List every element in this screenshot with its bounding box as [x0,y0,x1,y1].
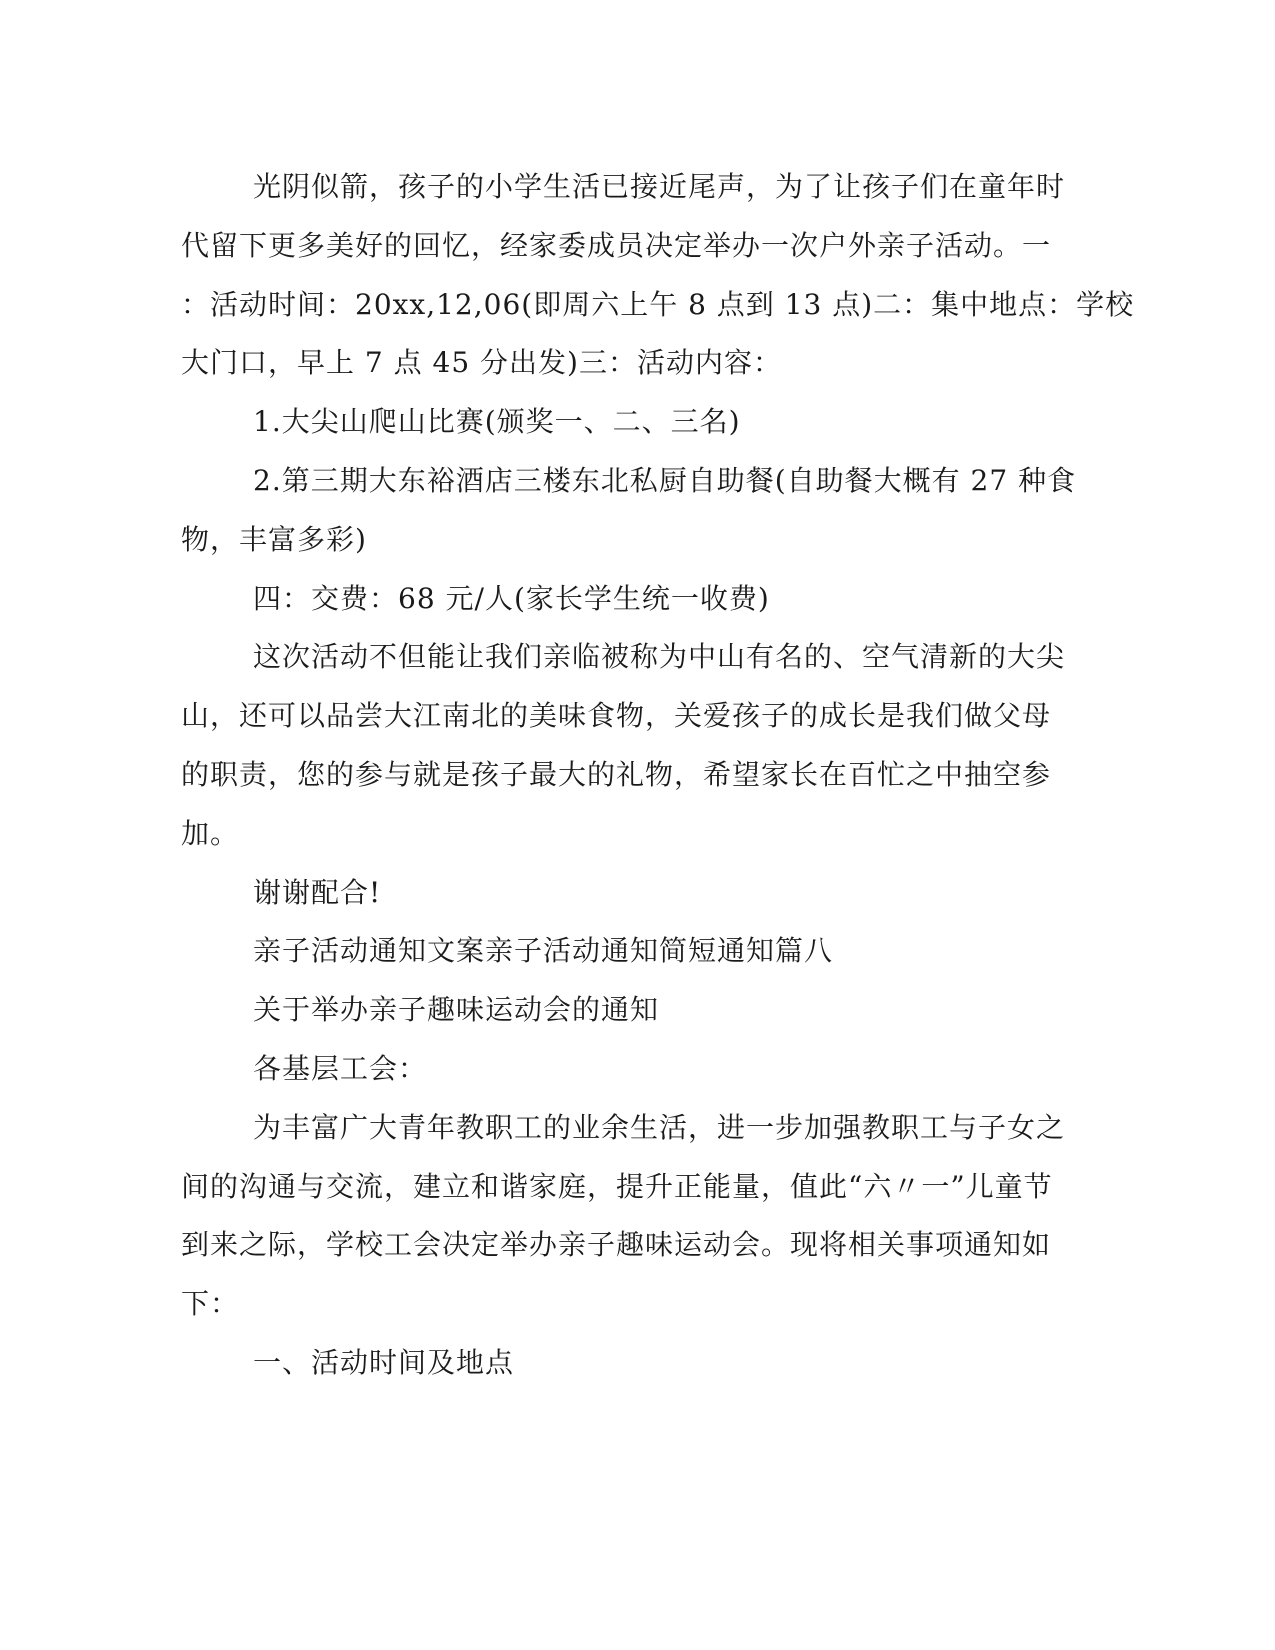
text-line: 2.第三期大东裕酒店三楼东北私厨自助餐(自助餐大概有 27 种食 [253,463,1077,497]
text-line: 山，还可以品尝大江南北的美味食物，关爱孩子的成长是我们做父母 [181,699,1052,733]
salutation [181,1040,1041,1099]
paragraph-item-1 [181,393,1041,452]
text-line: 间的沟通与交流，建立和谐家庭，提升正能量，值此“六〃一”儿童节 [181,1169,1053,1203]
text-line: 各基层工会： [253,1051,428,1085]
text-line: 代留下更多美好的回忆，经家委成员决定举办一次户外亲子活动。一 [181,228,1052,262]
text-line: 下： [181,1287,240,1321]
text-line: 1.大尖山爬山比赛(颁奖一、二、三名) [253,405,741,439]
section-1-heading [181,1334,1041,1393]
text-line: 关于举办亲子趣味运动会的通知 [253,993,660,1027]
text-line: 一、活动时间及地点 [253,1345,515,1379]
section-heading [181,922,1041,981]
text-line: 四：交费：68 元/人(家长学生统一收费) [253,581,770,615]
text-line: ：活动时间：20xx,12,06(即周六上午 8 点到 13 点)二：集中地点：学校 [181,287,1135,321]
text-line: 物，丰富多彩) [181,522,367,556]
document-body [181,158,1135,1393]
text-line: 这次活动不但能让我们亲临被称为中山有名的、空气清新的大尖 [253,640,1066,674]
text-line: 大门口，早上 7 点 45 分出发)三：活动内容： [181,346,782,380]
text-line: 为丰富广大青年教职工的业余生活，进一步加强教职工与子女之 [253,1110,1066,1144]
paragraph-thanks [181,864,1041,923]
paragraph-intro [181,158,1135,393]
text-line: 到来之际，学校工会决定举办亲子趣味运动会。现将相关事项通知如 [181,1228,1052,1262]
paragraph-notice-body [181,1099,1066,1334]
paragraph-closing [181,628,1066,863]
paragraph-fee [181,570,1041,629]
text-line: 亲子活动通知文案亲子活动通知简短通知篇八 [253,934,834,968]
notice-title [181,981,1041,1040]
text-line: 的职责，您的参与就是孩子最大的礼物，希望家长在百忙之中抽空参 [181,757,1052,791]
paragraph-item-2 [181,452,1077,570]
text-line: 加。 [181,816,240,850]
text-line: 谢谢配合! [253,875,382,909]
text-line: 光阴似箭，孩子的小学生活已接近尾声，为了让孩子们在童年时 [253,170,1066,203]
